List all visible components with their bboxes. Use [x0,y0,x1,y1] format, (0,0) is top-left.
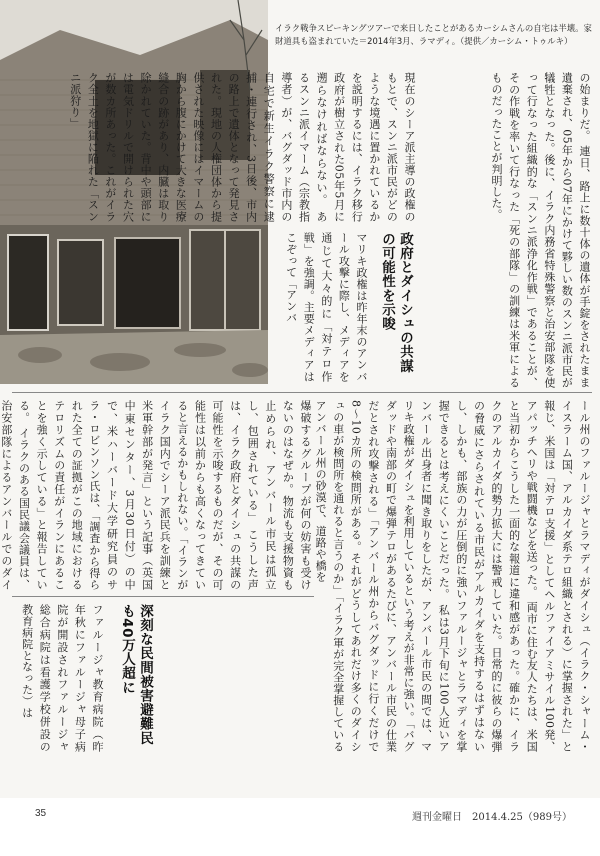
photo-caption: イラク戦争スピーキングツアーで来日したことがあるカーシムさんの自宅は半壊。家財道具も盗まれていた＝2014年3月、ラマディ。（提供／カーシム・トゥルキ） [275,23,592,46]
article-column-bottom-left: ファルージャ教育病院（昨年秋にファルージャ母子病院が開設されファルージャ総合病院は看護学校併設の教育病院となった）は [20,604,104,752]
article-column-mid-left: 爆破するグループが何の妨害も受けないのはなぜか。物流も支援物資も止められ、アンバール市民は孤立し、包囲されている」 こうした声は、イラク政府とダイシュの共謀の可能性を示唆するものだが、その可能性は以前からも高くなってきていると言えるかもしれない。「イランがイラク国内でシーア派民兵を訓練と米軍幹部が発言」という記事（英国中東センター、3月30日付）の中で、米ハーバード大学研究員のサラ・ロビンソン氏は、「調査から得られた全ての証拠がこの地域におけるテロリズムの責任がイランにあることを強く示している」と報告している。 イラクのある国民議会議員は、治安部隊によるアンバールでのダイ [0,400,312,590]
divider-lower [12,596,314,597]
section-headline-2: 深刻な民間被害避難民も40万人超に [119,604,153,745]
page-footer [0,798,600,856]
page-number: 35 [35,808,47,819]
issue-info: 週刊金曜日 2014.4.25（989号） [412,812,572,823]
divider-upper [12,392,592,393]
article-column-mid-right: ール州のファルージャとラマディがダイシュ（イラク・シャーム・イスラーム国、アルカイダ系テロ組織とされる）に掌握された」と報じ、米国は「対テロ支援」としてヘルファイアミサイル100発、アパッチヘリや戦闘機などを送った。 両市に住む友人たちは、米国と当初からこうした一面的な報道に違和感があった。確かに、イラクのアルカイダ的勢力拡大には警戒していた。日常的に彼らの爆弾の脅威にさらされている市民がアルカイダを支持するはずはないし、しかも、部族の力が圧倒的に強いファルージャとラマディを掌握できるとは考えにくいことだった。 私は3月下旬に100人近いアンバール出身者に聞き取りをしたが、アンバール市民の間では、マリキ政権がダイシュを利用しているという考えが非常に強い。「バグダッドや南部の町で爆弾テロがあるたびに、アンバール市民の仕業だとされ攻撃される」「アンバール州からバグダッドに行くだけで8〜10カ所の検問所がある。それがどうしてあれだけ多くのダイシュの車が検問所を通れると言うのか」「イラク軍が完全掌握しているアンバール州の砂漠で、道路や橋を [314,400,591,752]
section-headline-1: 政府とダイシュの共謀の可能性を示唆 [379,232,413,373]
article-column-top-left: マリキ政権は昨年末のアンバール攻撃に際し、メディアを通じて大々的に「対テロ作戦」を強調。主要メディアはこぞって「アンバ [284,232,368,382]
article-column-top-right: の始まりだ。 連日、路上に数十体の遺体が手錠をされたまま遺棄され、05年から07年にかけて夥しい数のスンニ派市民が犠牲となった。後に、イラク内務省特殊警察と治安部隊を使って行なった組織的な「スンニ派浄化作戦」であることが、その作戦を率いて行なった「死の部隊」の訓練は米軍によるものだったことが判明した。 [490,72,591,388]
article-column-top-middle: 現在のシーア派主導の政権のもとで、スンニ派市民がどのような境遇に置かれているかを説明するには、イラク移行政府が樹立された05年5月に遡らなければならない。 あるスンニ派イマーム（宗教指導者）が、バグダッド市内の自宅で新生イラク警察に逮捕・連行され、3日後、市内の路上で遺体となって発見された。現地の人権団体から提供された映像にはイマームの胸から腹にかけて大きな医療縫合の跡があり、内臓は取り除かれていた。背中や頭部には電気ドリルで開けられた穴が数カ所あった。これがイラク全土を地獄に陥れた「スンニ派狩り」 [68,72,416,222]
